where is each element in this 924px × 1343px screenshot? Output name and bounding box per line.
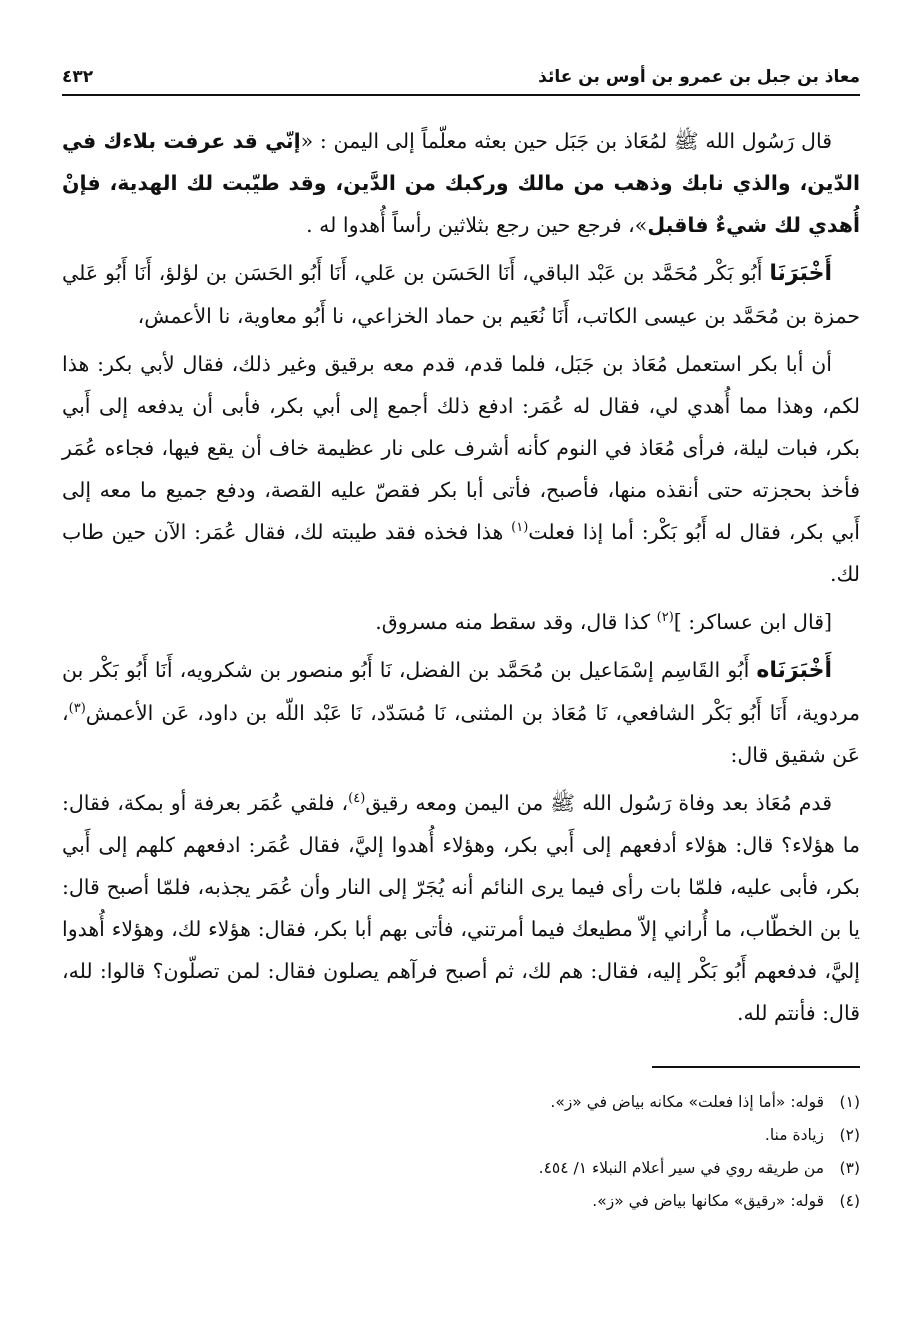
footnote-text: قوله: «رقيق» مكانها بياض في «ز». xyxy=(592,1192,824,1210)
footnote-number: (٣) xyxy=(839,1159,860,1177)
hadith-quote: إنّي قد عرفت بلاءك في الدّين، والذي نابك وذهب من مالك وركبك من الدَّين، وقد طيّبت لك الهدية، فإنْ أُهدي لك شيءٌ فاقبل xyxy=(62,129,860,237)
footnote-ref-3[interactable]: (٣) xyxy=(68,701,86,717)
footnote-number: (٤) xyxy=(839,1192,860,1210)
footnote-1 xyxy=(62,1086,860,1119)
paragraph-2 xyxy=(62,252,860,337)
editor-note: [قال ابن عساكر: ] xyxy=(673,610,832,634)
footnote-separator-wrap xyxy=(62,1040,860,1086)
footnote-number: (٢) xyxy=(839,1126,860,1144)
footnote-text: زيادة منا. xyxy=(764,1126,824,1144)
paragraph-4 xyxy=(62,601,860,643)
footnotes xyxy=(62,1086,860,1218)
paragraph-5 xyxy=(62,649,860,776)
paragraph-4-end: كذا قال، وقد سقط منه مسروق. xyxy=(375,610,657,634)
page-number: ٤٣٢ xyxy=(62,67,94,87)
paragraph-6-end: ، فلقي عُمَر بعرفة أو بمكة، فقال: ما هؤلاء؟ قال: هؤلاء أدفعهم إلى أَبي بكر، وهؤلاء أُهدوا إليَّ، فقال عُمَر: ادفعهم كلهم إلى أَبي بكر، فأبى عليه، فلمّا بات رأى فيما يرى النائم أنه يُجَرّ إلى النار وأن عُمَر يجذبه، فلمّا أصبح قال: يا بن الخطّاب، ما أُراني إلاّ مطيعك فيما أمرتني، فأتى بهم أبا بكر، فقال: هؤلاء لك، وهؤلاء أُهدوا إليَّ، فدفعهم أَبُو بَكْر إليه، فقال: هم لك، ثم أصبح فرآهم يصلون فقال: لمن تصلّون؟ قالوا: لله، قال: فأنتم لله. xyxy=(62,791,860,1025)
isnad-chain-2: أَبُو القَاسِم إسْمَاعيل بن مُحَمَّد بن الفضل، نَا أَبُو منصور بن شكرويه، أَنَا أَبُو بَكْر بن مردوية، أَنَا أَبُو بَكْر الشافعي، نَا مُعَاذ بن المثنى، نَا مُسَدّد، نَا عَبْد اللّه بن داود، عَن الأعمش xyxy=(62,658,860,725)
running-header xyxy=(62,60,860,94)
header-rule xyxy=(62,94,860,96)
paragraph-1 xyxy=(62,120,860,246)
paragraph-6 xyxy=(62,782,860,1034)
footnote-4 xyxy=(62,1185,860,1218)
footnote-text: من طريقه روي في سير أعلام النبلاء ١/ ٤٥٤. xyxy=(538,1159,824,1177)
isnad-lead: أَخْبَرَنَا xyxy=(769,261,832,286)
footnote-3 xyxy=(62,1152,860,1185)
isnad-lead-2: أَخْبَرَنَاه xyxy=(756,658,832,683)
paragraph-6-text: قدم مُعَاذ بعد وفاة رَسُول الله ﷺ من اليمن ومعه رقيق xyxy=(365,791,832,815)
footnote-number: (١) xyxy=(839,1093,860,1111)
isnad-chain: أَبُو بَكْر مُحَمَّد بن عَبْد الباقي، أَنَا الحَسَن بن عَلي، أَنَا أَبُو الحَسَن بن لؤلؤ، أَنَا أَبُو عَلي حمزة بن مُحَمَّد بن عيسى الكاتب، أَنَا نُعَيم بن حماد الخزاعي، نا أَبُو معاوية، نا الأعمش، xyxy=(62,261,860,328)
paragraph-3-text: أن أبا بكر استعمل مُعَاذ بن جَبَل، فلما قدم، قدم معه برقيق وغير ذلك، فقال لأبي بكر: هذا لكم، وهذا مما أُهدي لي، فقال له عُمَر: ادفع ذلك أجمع إلى أبي بكر، فأبى أن يدفعه إلى أَبي بكر، فبات ليلة، فرأى مُعَاذ في النوم كأنه أشرف على نار عظيمة خاف أن يقع فيها، فجاءه عُمَر فأخذ بحجزته حتى أنقذه منها، فأصبح، فأتى أبا بكر فقصّ عليه القصة، ودفع جميع ما معه إلى أَبي بكر، فقال له أَبُو بَكْر: أما إذا فعلت xyxy=(62,352,860,544)
footnote-text: قوله: «أما إذا فعلت» مكانه بياض في «ز». xyxy=(550,1093,824,1111)
running-title: معاذ بن جبل بن عمرو بن أوس بن عائذ xyxy=(538,67,860,87)
paragraph-1-end: »، فرجع حين رجع بثلاثين رأساً أُهدوا له . xyxy=(306,213,648,237)
footnote-separator xyxy=(652,1066,860,1068)
footnote-ref-4[interactable]: (٤) xyxy=(348,791,366,807)
footnote-ref-2[interactable]: (٢) xyxy=(656,610,674,626)
book-page xyxy=(62,60,860,1310)
paragraph-5-end: ، عَن شقيق قال: xyxy=(62,701,860,767)
footnote-2 xyxy=(62,1119,860,1152)
footnote-ref-1[interactable]: (١) xyxy=(511,520,529,536)
main-text xyxy=(62,120,860,1034)
paragraph-3-end: هذا فخذه فقد طيبته لك، فقال عُمَر: الآن حين طاب لك. xyxy=(62,520,860,586)
paragraph-3 xyxy=(62,343,860,595)
paragraph-1-intro: قال رَسُول الله ﷺ لمُعَاذ بن جَبَل حين بعثه معلّماً إلى اليمن : « xyxy=(300,129,832,153)
